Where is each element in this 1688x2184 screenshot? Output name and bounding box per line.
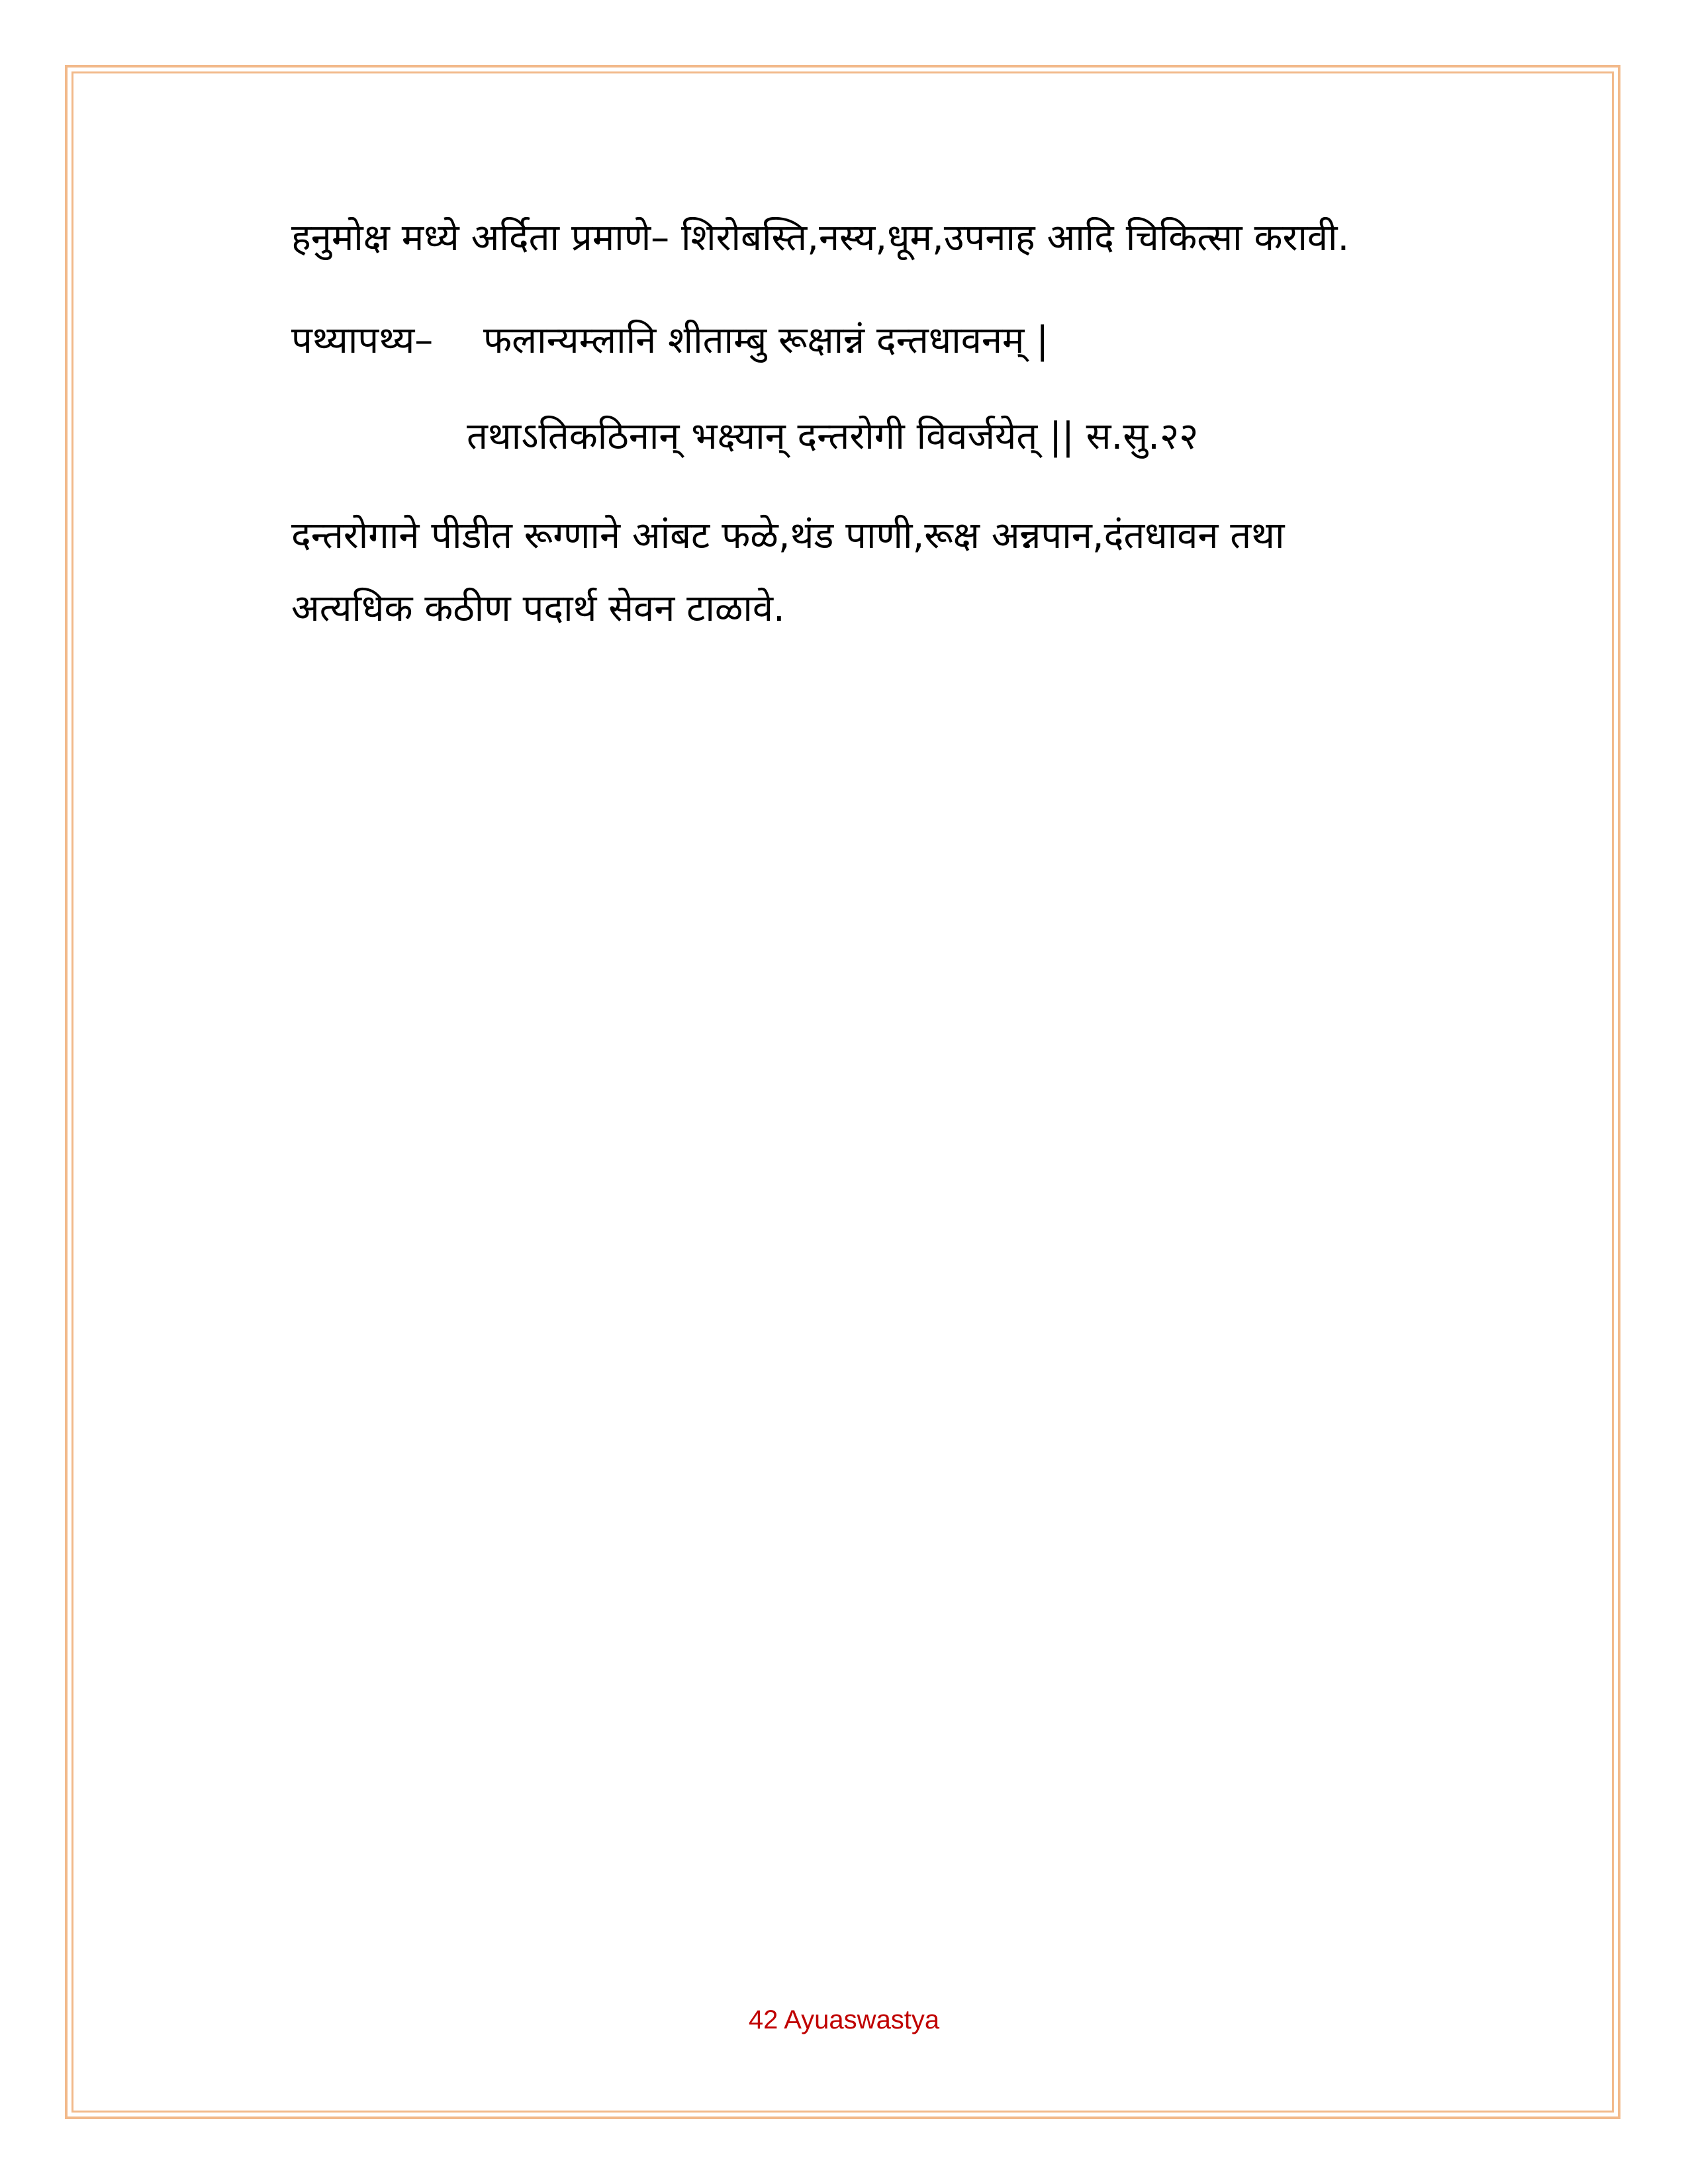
- paragraph-hanumoksha: हनुमोक्ष मध्ये अर्दिता प्रमाणे– शिरोबस्ति,नस्य,धूम,उपनाह आदि चिकित्सा करावी.: [291, 216, 1350, 259]
- shloka-line-2: तथाऽतिकठिनान् भक्ष्यान् दन्तरोगी विवर्जयेत् || स.सु.२२: [467, 415, 1199, 458]
- pathyapathya-line: [291, 314, 1049, 367]
- page-footer: 42 Ayuaswastya: [748, 2005, 940, 2034]
- shloka-line-1: फलान्यम्लानि शीताम्बु रूक्षान्नं दन्तधावनम् |: [483, 319, 1049, 362]
- page-border-inner: [71, 71, 1614, 2113]
- paragraph-explanation-line-1: दन्तरोगाने पीडीत रूग्णाने आंबट फळे,थंड पाणी,रूक्ष अन्नपान,दंतधावन तथा: [291, 514, 1285, 557]
- pathyapathya-label: पथ्यापथ्य–: [291, 319, 434, 362]
- paragraph-explanation-line-2: अत्यधिक कठीण पदार्थ सेवन टाळावे.: [291, 587, 785, 630]
